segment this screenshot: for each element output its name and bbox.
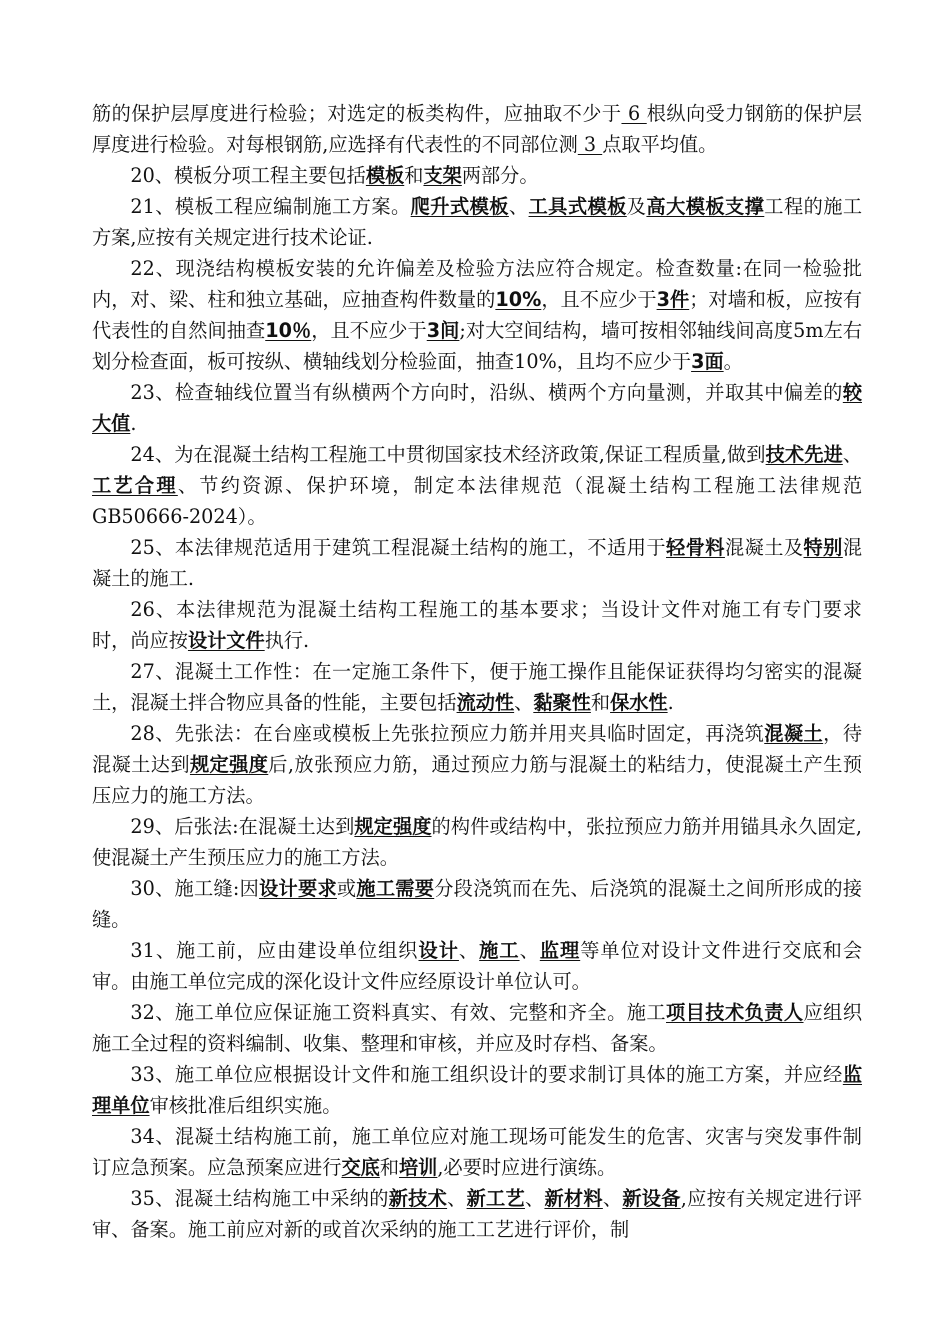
answer-keyword: 交底 (341, 1156, 380, 1179)
answer-keyword: 施工 (479, 939, 520, 962)
paragraph-p22 (92, 253, 862, 377)
answer-keyword: 工艺合理 (92, 474, 178, 497)
answer-keyword: 特别 (803, 536, 843, 559)
text-run: 或 (336, 877, 357, 900)
answer-keyword: 规定强度 (189, 753, 269, 776)
paragraph-p33 (92, 1059, 862, 1121)
answer-keyword: 黏聚性 (533, 691, 591, 714)
answer-keyword: 培训 (399, 1156, 438, 1179)
text-run: 、 (508, 195, 529, 218)
text-run: 。 (723, 350, 743, 373)
paragraph-p28 (92, 718, 862, 811)
answer-keyword: 3面 (691, 350, 724, 373)
text-run: 审核批准后组织实施。 (149, 1094, 342, 1117)
text-run: 30、施工缝:因 (130, 877, 260, 900)
text-run: 34、混凝土结构施工前，施工单位应对施工现场可能发生的危害、灾害与突发事件制订应急预案。应急预案应进行 (92, 1125, 862, 1179)
text-run: 22、现浇结构模板安装的允许偏差及检验方法应符合规定。检查数量:在同一检验批内，对、梁、柱和独立基础，应抽查构件数量的 (92, 257, 862, 311)
paragraph-p30 (92, 873, 862, 935)
text-run: . (130, 412, 137, 435)
text-run: 、 (514, 691, 534, 714)
answer-keyword: 技术先进 (765, 443, 843, 466)
text-run: ,应按有关规定进行评审、备案。施工前应对新的或首次采纳的施工工艺进行评价，制 (92, 1187, 863, 1241)
answer-keyword: 监理单位 (92, 1063, 862, 1117)
answer-blank: 6 (621, 102, 647, 125)
text-run: 26、本法律规范为混凝土结构工程施工的基本要求；当设计文件对施工有专门要求时，尚应按 (92, 598, 862, 652)
paragraph-p31 (92, 935, 862, 997)
text-run: ;对大空间结构，墙可按相邻轴线间高度5m左右划分检查面，板可按纵、横轴线划分检验面，抽查10%，且均不应少于 (92, 319, 863, 373)
text-run: 33、施工单位应根据设计文件和施工组织设计的要求制订具体的施工方案，并应经 (130, 1063, 843, 1086)
text-run: 、 (602, 1187, 623, 1210)
paragraph-p34 (92, 1121, 862, 1183)
text-run: 、 (842, 443, 862, 466)
answer-keyword: 支架 (423, 164, 462, 187)
paragraph-p23 (92, 377, 862, 439)
text-run: 点取平均值。 (602, 133, 718, 156)
text-run: 29、后张法:在混凝土达到 (130, 815, 355, 838)
answer-keyword: 新设备 (622, 1187, 681, 1210)
text-run: 、 (524, 1187, 545, 1210)
paragraph-p20 (92, 160, 862, 191)
answer-keyword: 较大值 (92, 381, 862, 435)
answer-keyword: 设计文件 (187, 629, 265, 652)
paragraph-p26 (92, 594, 862, 656)
answer-keyword: 新材料 (544, 1187, 603, 1210)
answer-keyword: 3件 (656, 288, 690, 311)
text-run: 、 (458, 939, 480, 962)
paragraph-p25 (92, 532, 862, 594)
text-run: 两部分。 (461, 164, 539, 187)
text-run: 和 (379, 1156, 399, 1179)
answer-keyword: 模板 (365, 164, 405, 187)
paragraph-p35 (92, 1183, 862, 1245)
answer-keyword: 保水性 (610, 691, 668, 714)
text-run: 根纵向受力钢筋的保护层厚度进行检验。对每根钢筋,应选择有代表性的不同部位测 (92, 102, 863, 156)
text-run: 、节约资源、保护环境，制定本法律规范（混凝土结构工程施工法律规范GB50666-2024）。 (92, 474, 863, 528)
text-run: 应组织施工全过程的资料编制、收集、整理和审核，并应及时存档、备案。 (92, 1001, 863, 1055)
text-run: 的构件或结构中，张拉预应力筋并用锚具永久固定,使混凝土产生预压应力的施工方法。 (92, 815, 862, 869)
answer-keyword: 设计 (418, 939, 459, 962)
answer-keyword: 10% (495, 288, 542, 311)
paragraph-p24 (92, 439, 862, 532)
text-run: 工程的施工方案,应按有关规定进行技术论证. (92, 195, 863, 249)
document-page (92, 98, 862, 1245)
text-run: 31、施工前，应由建设单位组织 (130, 939, 419, 962)
paragraph-p27 (92, 656, 862, 718)
text-run: 23、检查轴线位置当有纵横两个方向时，沿纵、横两个方向量测，并取其中偏差的 (130, 381, 843, 404)
answer-keyword: 工具式模板 (528, 195, 627, 218)
answer-keyword: 3间 (426, 319, 460, 342)
text-run: 、 (519, 939, 540, 962)
answer-blank: 3 (577, 133, 603, 156)
answer-keyword: 施工需要 (356, 877, 435, 900)
answer-keyword: 项目技术负责人 (666, 1001, 804, 1024)
text-run: 27、混凝土工作性：在一定施工条件下，便于施工操作且能保证获得均匀密实的混凝土，混凝土拌合物应具备的性能，主要包括 (92, 660, 862, 714)
text-run: 32、施工单位应保证施工资料真实、有效、完整和齐全。施工 (130, 1001, 667, 1024)
text-run: ，且不应少于 (311, 319, 427, 342)
paragraph-p21 (92, 191, 862, 253)
text-run: 和 (590, 691, 611, 714)
answer-keyword: 高大模板支撑 (646, 195, 765, 218)
paragraph-p19-cont (92, 98, 862, 160)
text-run: 混凝土及 (724, 536, 804, 559)
text-run: 执行. (264, 629, 310, 652)
text-run: 、 (447, 1187, 467, 1210)
answer-keyword: 轻骨料 (666, 536, 725, 559)
text-run: 后,放张预应力筋，通过预应力筋与混凝土的粘结力，使混凝土产生预压应力的施工方法。 (92, 753, 863, 807)
text-run: ,必要时应进行演练。 (437, 1156, 617, 1179)
answer-keyword: 爬升式模板 (410, 195, 509, 218)
answer-keyword: 设计要求 (259, 877, 337, 900)
text-run: 及 (626, 195, 647, 218)
answer-keyword: 流动性 (456, 691, 515, 714)
text-run: 35、混凝土结构施工中采纳的 (130, 1187, 389, 1210)
text-run: 20、模板分项工程主要包括 (130, 164, 366, 187)
text-run: ，待混凝土达到 (92, 722, 863, 776)
text-run: 25、本法律规范适用于建筑工程混凝土结构的施工，不适用于 (130, 536, 667, 559)
paragraph-p29 (92, 811, 862, 873)
text-run: 混凝土的施工. (92, 536, 863, 590)
answer-keyword: 新技术 (388, 1187, 448, 1210)
answer-keyword: 监理 (539, 939, 581, 962)
text-run: 24、为在混凝土结构工程施工中贯彻国家技术经济政策,保证工程质量,做到 (130, 443, 766, 466)
text-run: ，且不应少于 (541, 288, 657, 311)
text-run: ；对墙和板，应按有代表性的自然间抽查 (92, 288, 863, 342)
text-run: 筋的保护层厚度进行检验；对选定的板类构件，应抽取不少于 (92, 102, 622, 125)
paragraph-p32 (92, 997, 862, 1059)
answer-keyword: 规定强度 (354, 815, 432, 838)
text-run: 28、先张法：在台座或模板上先张拉预应力筋并用夹具临时固定，再浇筑 (130, 722, 765, 745)
answer-keyword: 10％ (265, 319, 312, 342)
text-run: 21、模板工程应编制施工方案。 (130, 195, 411, 218)
text-run: . (667, 691, 674, 714)
answer-keyword: 混凝土 (764, 722, 824, 745)
text-run: 和 (404, 164, 424, 187)
answer-keyword: 新工艺 (466, 1187, 525, 1210)
text-run: 等单位对设计文件进行交底和会审。由施工单位完成的深化设计文件应经原设计单位认可。 (92, 939, 863, 993)
text-run: 分段浇筑而在先、后浇筑的混凝土之间所形成的接缝。 (92, 877, 863, 931)
